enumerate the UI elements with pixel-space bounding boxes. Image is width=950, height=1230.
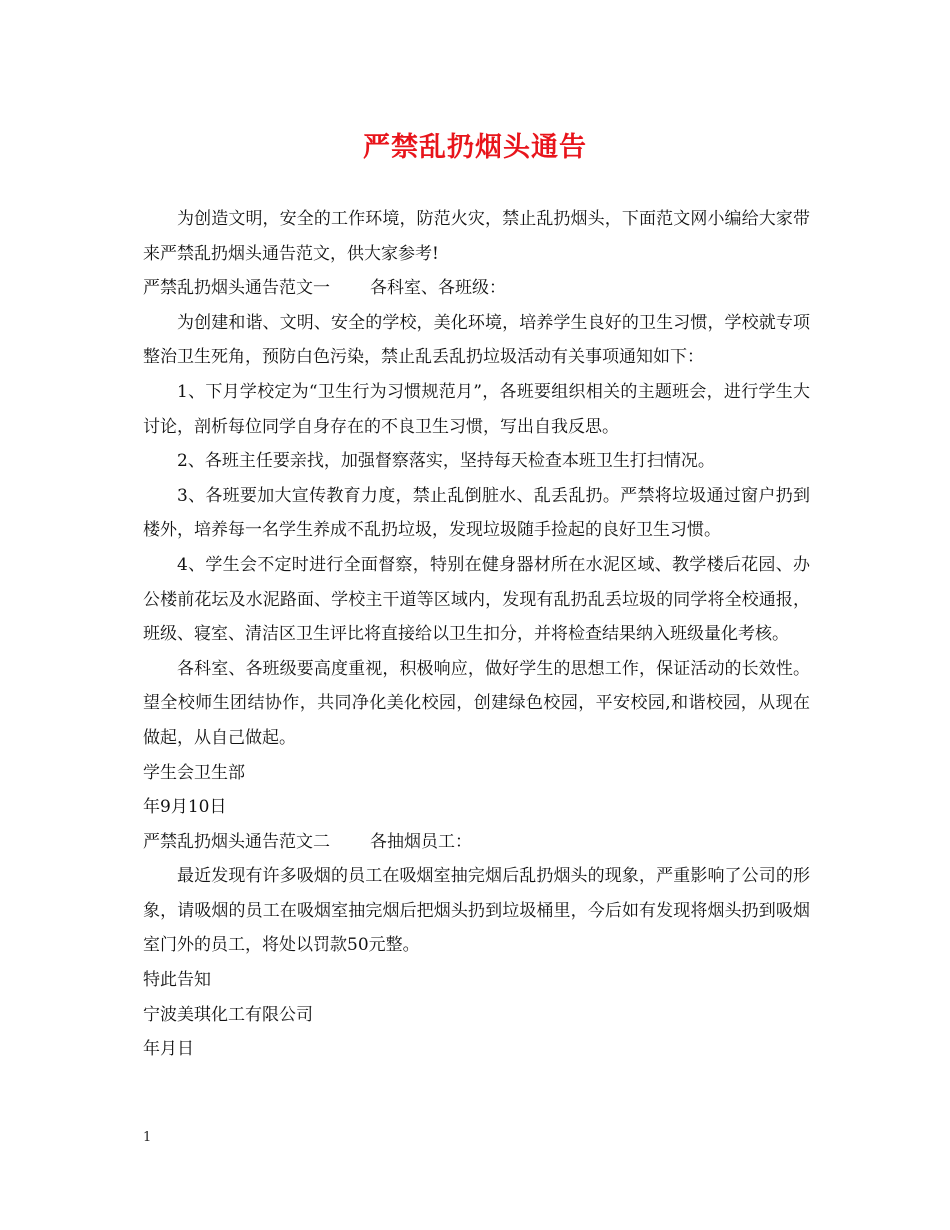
- intro-paragraph: 为创造文明，安全的工作环境，防范火灾，禁止乱扔烟头，下面范文网小编给大家带来严禁乱扔烟头通告范文，供大家参考!: [143, 209, 810, 264]
- sample-2-signature: 宁波美琪化工有限公司: [143, 1004, 313, 1025]
- sample-1-signature: 学生会卫生部: [143, 762, 245, 783]
- sample-1-paragraph: 1、下月学校定为“卫生行为习惯规范月”，各班要组织相关的主题班会，进行学生大讨论，剖析每位同学自身存在的不良卫生习惯，写出自我反思。: [143, 381, 810, 437]
- sample-1-heading: 严禁乱扔烟头通告范文一: [143, 278, 330, 299]
- sample-2-addressee: 各抽烟员工：: [370, 831, 472, 852]
- sample-1-paragraph: 3、各班要加大宣传教育力度，禁止乱倒脏水、乱丢乱扔。严禁将垃圾通过窗户扔到楼外，培养每一名学生养成不乱扔垃圾，发现垃圾随手捡起的良好卫生习惯。: [143, 485, 810, 541]
- sample-2-date: 年月日: [143, 1039, 194, 1060]
- sample-1-paragraph: 各科室、各班级要高度重视，积极响应，做好学生的思想工作，保证活动的长效性。望全校师生团结协作，共同净化美化校园，创建绿色校园，平安校园,和谐校园，从现在做起，从自己做起。: [143, 658, 810, 748]
- sample-1-heading-line: [143, 271, 810, 306]
- document-body: [143, 202, 810, 1067]
- sample-1-addressee: 各科室、各班级：: [370, 278, 506, 299]
- sample-1-paragraph: 为创建和谐、文明、安全的学校，美化环境，培养学生良好的卫生习惯，学校就专项整治卫生死角，预防白色污染，禁止乱丢乱扔垃圾活动有关事项通知如下：: [143, 312, 810, 368]
- sample-1-paragraph: 4、学生会不定时进行全面督察，特别在健身器材所在水泥区域、教学楼后花园、办公楼前花坛及水泥路面、学校主干道等区域内，发现有乱扔乱丢垃圾的同学将全校通报，班级、寝室、清洁区卫生评比将直接给以卫生扣分，并将检查结果纳入班级量化考核。: [143, 554, 810, 645]
- document-title: 严禁乱扔烟头通告: [363, 132, 587, 163]
- sample-2-paragraph: 最近发现有许多吸烟的员工在吸烟室抽完烟后乱扔烟头的现象，严重影响了公司的形象，请吸烟的员工在吸烟室抽完烟后把烟头扔到垃圾桶里，今后如有发现将烟头扔到吸烟室门外的员工，将处以罚款50元整。: [143, 866, 810, 956]
- sample-2-heading-line: [143, 825, 810, 860]
- sample-2-notice: 特此告知: [143, 970, 211, 991]
- page-number: 1: [143, 1130, 152, 1145]
- sample-1-paragraph: 2、各班主任要亲找，加强督察落实，坚持每天检查本班卫生打扫情况。: [177, 451, 715, 472]
- sample-1-date: 年9月10日: [143, 797, 227, 818]
- sample-2-heading: 严禁乱扔烟头通告范文二: [143, 831, 330, 852]
